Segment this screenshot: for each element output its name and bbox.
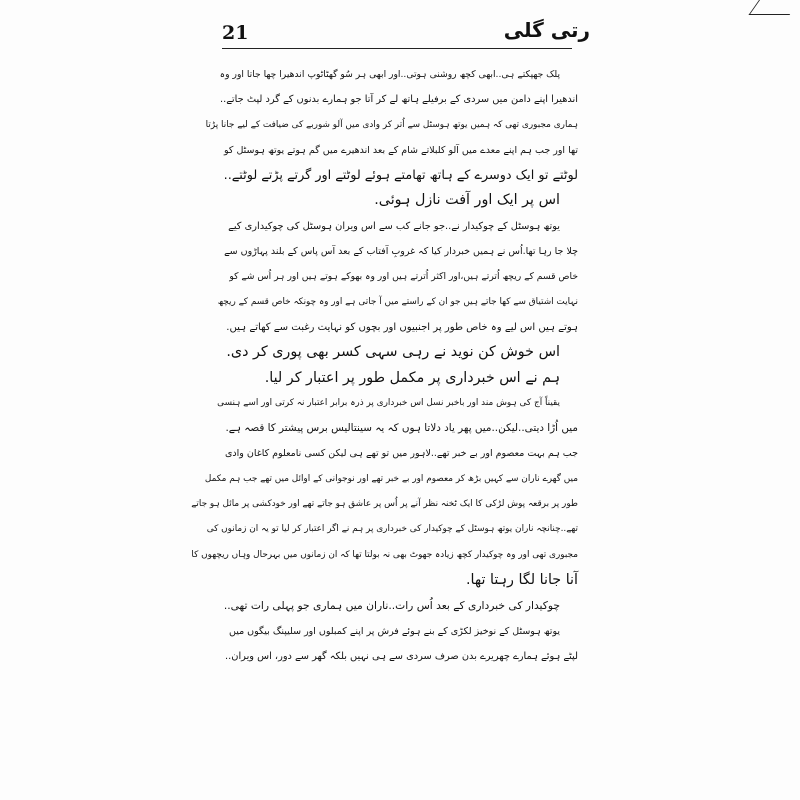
text-line: لپٹے ہوئے ہمارے چھریرے بدن صرف سردی سے ہی نہیں بلکہ گھر سے دور، اس ویران.. (225, 650, 578, 662)
text-line: تھا اور جب ہم اپنے معدے میں آلو کلبلاتے شام کے بعد اندھیرے میں گم ہوتے یوتھ ہوسٹل کو (224, 144, 578, 156)
text-line: چلا جا رہا تھا.اُس نے ہمیں خبردار کیا کہ غروبِ آفتاب کے بعد آس پاس کے بلند پہاڑوں سے (224, 246, 578, 258)
body-text (191, 62, 578, 669)
header-rule (222, 48, 572, 49)
text-line: تھے..چنانچہ ناران یوتھ ہوسٹل کے چوکیدار کی خبرداری پر ہم نے اگر اعتبار کر لیا تو یہ ان زمانوں کی (206, 524, 578, 535)
text-line: اس پر ایک اور آفت نازل ہوئی. (374, 192, 560, 209)
text-line: یوتھ ہوسٹل کے نوخیز لکڑی کے بنے ہوئے فرش پر اپنے کمبلوں اور سلیپنگ بیگوں میں (228, 625, 560, 637)
text-line: اندھیرا اپنے دامن میں سردی کے برفیلے ہاتھ لے کر آتا جو ہمارے بدنوں کے گرد لپٹ جاتے.. (219, 94, 578, 106)
text-line: نہایت اشتیاق سے کھا جاتے ہیں جو ان کے راستے میں آ جاتی ہے اور وہ چونکہ خاص قسم کے ریچھ (217, 296, 578, 307)
text-line: چوکیدار کی خبرداری کے بعد اُس رات..ناران میں ہماری جو پہلی رات تھی.. (223, 599, 560, 613)
text-line: یقیناً آج کی ہوش مند اور باخبر نسل اس خبرداری پر ذرہ برابر اعتبار نہ کرتی اور اسے ہنسی (217, 397, 560, 408)
text-line: خاص قسم کے ریچھ اُترتے ہیں،اور اکثر اُترتے ہیں اور وہ بھوکے ہوتے ہیں اور ہر اُس شے کو (229, 271, 578, 283)
text-line: ہم نے اس خبرداری پر مکمل طور پر اعتبار کر لیا. (264, 369, 560, 386)
text-line: پلک جھپکتے ہی..ابھی کچھ روشنی ہوتی..اور ابھی ہر سُو گھٹاٹوپ اندھیرا چھا جاتا اور وہ (219, 69, 560, 80)
text-line: لوٹتے تو ایک دوسرے کے ہاتھ تھامتے ہوئے لوٹتے اور گرتے پڑتے لوٹتے.. (223, 168, 578, 184)
text-line: اس خوش کن نوید نے رہی سہی کسر بھی پوری کر دی. (226, 344, 560, 361)
running-title: رتی گلی (503, 18, 590, 42)
text-line: ہماری مجبوری تھی کہ ہمیں یوتھ ہوسٹل سے اُتر کر وادی میں آلو شوربے کی ضیافت کے لیے جانا پڑتا (205, 119, 578, 130)
text-line: آنا جانا لگا رہتا تھا. (465, 571, 578, 588)
text-line: میں گھرے ناران سے کہیں بڑھ کر معصوم اور بے خبر تھے اور نوجوانی کے اوائل میں تھے جب ہم مکمل (204, 473, 578, 484)
text-line: میں اُڑا دیتی..لیکن..میں پھر یاد دلاتا ہوں کہ یہ سینتالیس برس پیشتر کا قصہ ہے. (225, 422, 578, 435)
page-corner-mark (748, 0, 800, 15)
text-line: جب ہم بہت معصوم اور بے خبر تھے..لاہور میں تو تھے ہی لیکن کسی نامعلوم کاغان وادی (224, 448, 578, 460)
text-line: مجبوری تھی اور وہ چوکیدار کچھ زیادہ جھوٹ بھی نہ بولتا تھا کہ ان زمانوں میں بہرحال وہاں ریچھوں کا (191, 549, 578, 560)
text-line: طور پر برقعہ پوش لڑکی کا ایک ٹخنہ نظر آنے پر اُس پر عاشق ہو جاتے تھے اور خودکشی پر مائل ہو جاتے (191, 499, 578, 510)
text-line: ہوتے ہیں اس لیے وہ خاص طور پر اجنبیوں اور بچوں کو نہایت رغبت سے کھاتے ہیں. (226, 321, 578, 333)
page-number: 21 (222, 22, 249, 44)
text-line: یوتھ ہوسٹل کے چوکیدار نے..جو جانے کب سے اس ویران ہوسٹل کی چوکیداری کیے (228, 220, 560, 232)
